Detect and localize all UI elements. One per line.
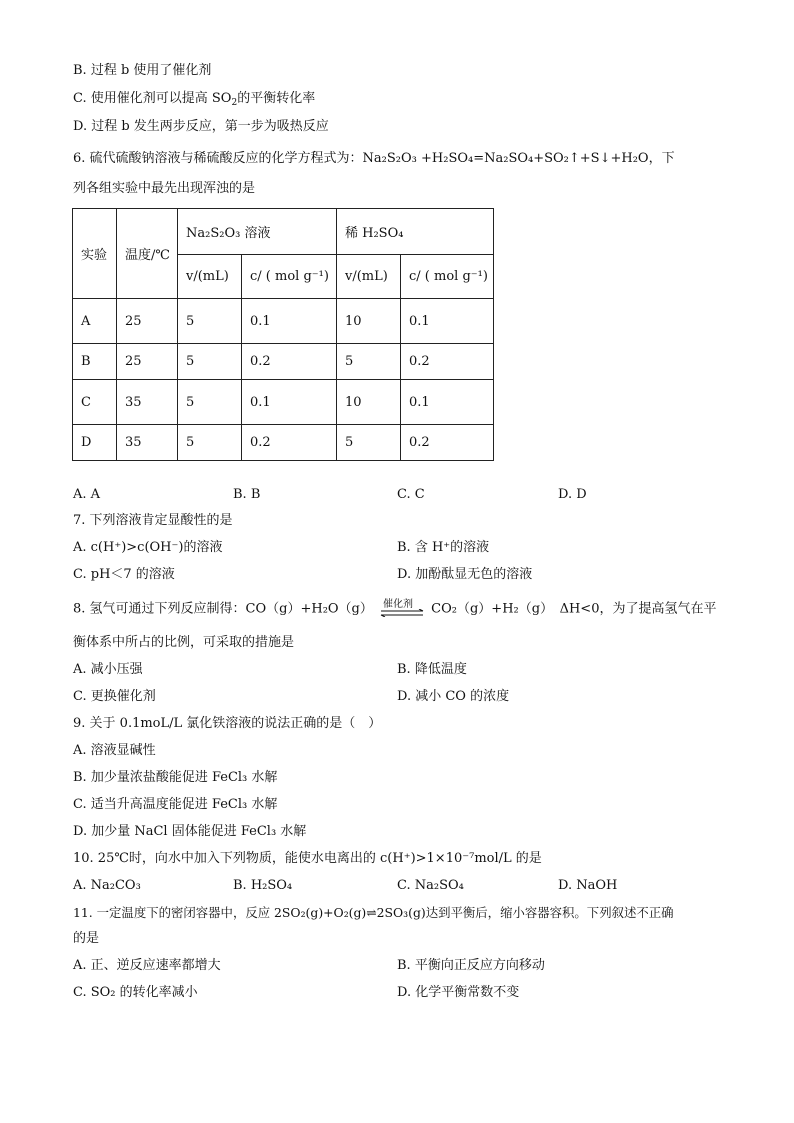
cell: 5 <box>178 299 242 344</box>
q9-option-a: A. 溶液显碱性 <box>73 743 156 758</box>
equilibrium-arrow-icon <box>379 609 425 617</box>
cell: C <box>73 380 117 425</box>
cell: D <box>73 425 117 461</box>
q6-equation: Na₂S₂O₃ +H₂SO₄=Na₂SO₄+SO₂↑+S↓+H₂O，下 <box>362 151 675 166</box>
q6-stem-text: 6. 硫代硫酸钠溶液与稀硫酸反应的化学方程式为： <box>73 151 363 166</box>
cell: 0.2 <box>242 425 337 461</box>
table-row <box>73 344 494 380</box>
q11-option-b: B. 平衡向正反应方向移动 <box>397 958 545 973</box>
q6-option-b: B. B <box>233 487 261 502</box>
q11-stem-line2: 的是 <box>73 931 100 946</box>
q8-stem-text: 8. 氢气可通过下列反应制得：CO（g）+H₂O（g） <box>73 601 373 617</box>
catalyst-arrow <box>379 600 425 618</box>
q5-option-b: B. 过程 b 使用了催化剂 <box>73 63 212 78</box>
q8-stem-line2: 衡体系中所占的比例，可采取的措施是 <box>73 635 295 650</box>
table-row <box>73 380 494 425</box>
header-temperature: 温度/℃ <box>117 209 178 299</box>
q6-option-d: D. D <box>558 487 587 502</box>
cell: 0.2 <box>401 425 494 461</box>
cell: 25 <box>117 299 178 344</box>
cell: B <box>73 344 117 380</box>
q7-option-d: D. 加酚酞显无色的溶液 <box>397 567 533 582</box>
q7-option-c: C. pH＜7 的溶液 <box>73 567 175 582</box>
cell: 0.1 <box>401 380 494 425</box>
catalyst-label: 催化剂 <box>383 599 414 610</box>
q8-option-b: B. 降低温度 <box>397 662 467 677</box>
q8-option-d: D. 减小 CO 的浓度 <box>397 689 510 704</box>
q6-experiment-table <box>72 208 494 461</box>
q6-option-a: A. A <box>73 487 101 502</box>
q7-option-a: A. c(H⁺)>c(OH⁻)的溶液 <box>73 540 223 555</box>
cell: 25 <box>117 344 178 380</box>
cell: 0.2 <box>242 344 337 380</box>
q9-option-b: B. 加少量浓盐酸能促进 FeCl₃ 水解 <box>73 770 278 785</box>
table-row <box>73 299 494 344</box>
q9-stem: 9. 关于 0.1moL/L 氯化铁溶液的说法正确的是（ ） <box>73 716 382 731</box>
table-row <box>73 425 494 461</box>
header-na2s2o3: Na₂S₂O₃ 溶液 <box>178 209 337 255</box>
q6-stem <box>73 150 675 168</box>
cell: 10 <box>337 380 401 425</box>
header-volume-1: v/(mL) <box>178 255 242 299</box>
q7-stem: 7. 下列溶液肯定显酸性的是 <box>73 513 233 528</box>
q9-option-c: C. 适当升高温度能促进 FeCl₃ 水解 <box>73 797 278 812</box>
q8-option-a: A. 减小压强 <box>73 662 143 677</box>
q5-option-c-text2: 的平衡转化率 <box>237 91 316 106</box>
cell: 0.2 <box>401 344 494 380</box>
cell: 0.1 <box>401 299 494 344</box>
q11-option-c: C. SO₂ 的转化率减小 <box>73 985 198 1000</box>
header-h2so4: 稀 H₂SO₄ <box>337 209 494 255</box>
cell: 0.1 <box>242 380 337 425</box>
cell: 5 <box>337 344 401 380</box>
q5-option-d: D. 过程 b 发生两步反应，第一步为吸热反应 <box>73 119 329 134</box>
header-experiment: 实验 <box>73 209 117 299</box>
q10-option-a: A. Na₂CO₃ <box>73 878 141 893</box>
q8-stem-text2: CO₂（g）+H₂（g） ΔH<0，为了提高氢气在平 <box>431 601 717 617</box>
q8-stem <box>73 600 716 619</box>
cell: A <box>73 299 117 344</box>
cell: 5 <box>337 425 401 461</box>
q10-stem: 10. 25℃时，向水中加入下列物质，能使水电离出的 c(H⁺)>1×10⁻⁷mol/L 的是 <box>73 851 542 866</box>
q5-option-c <box>73 90 315 108</box>
q5-option-c-text: C. 使用催化剂可以提高 SO <box>73 91 232 106</box>
header-conc-1: c/ ( mol g⁻¹) <box>242 255 337 299</box>
q7-option-b: B. 含 H⁺的溶液 <box>397 540 490 555</box>
q10-option-d: D. NaOH <box>558 878 618 893</box>
q11-option-a: A. 正、逆反应速率都增大 <box>73 958 221 973</box>
cell: 35 <box>117 425 178 461</box>
cell: 5 <box>178 380 242 425</box>
q6-option-c: C. C <box>397 487 425 502</box>
cell: 35 <box>117 380 178 425</box>
q9-option-d: D. 加少量 NaCl 固体能促进 FeCl₃ 水解 <box>73 824 307 839</box>
cell: 10 <box>337 299 401 344</box>
q11-option-d: D. 化学平衡常数不变 <box>397 985 520 1000</box>
header-conc-2: c/ ( mol g⁻¹) <box>401 255 494 299</box>
cell: 5 <box>178 425 242 461</box>
q10-option-c: C. Na₂SO₄ <box>397 878 464 893</box>
q6-stem-line2: 列各组实验中最先出现浑浊的是 <box>73 181 256 196</box>
header-volume-2: v/(mL) <box>337 255 401 299</box>
q10-option-b: B. H₂SO₄ <box>233 878 293 893</box>
q5-option-c-sub: 2 <box>231 98 238 108</box>
cell: 0.1 <box>242 299 337 344</box>
q8-option-c: C. 更换催化剂 <box>73 689 156 704</box>
cell: 5 <box>178 344 242 380</box>
q11-stem: 11. 一定温度下的密闭容器中，反应 2SO₂(g)+O₂(g)⇌2SO₃(g)达到平衡后，缩小容器容积。下列叙述不正确 <box>73 905 674 920</box>
